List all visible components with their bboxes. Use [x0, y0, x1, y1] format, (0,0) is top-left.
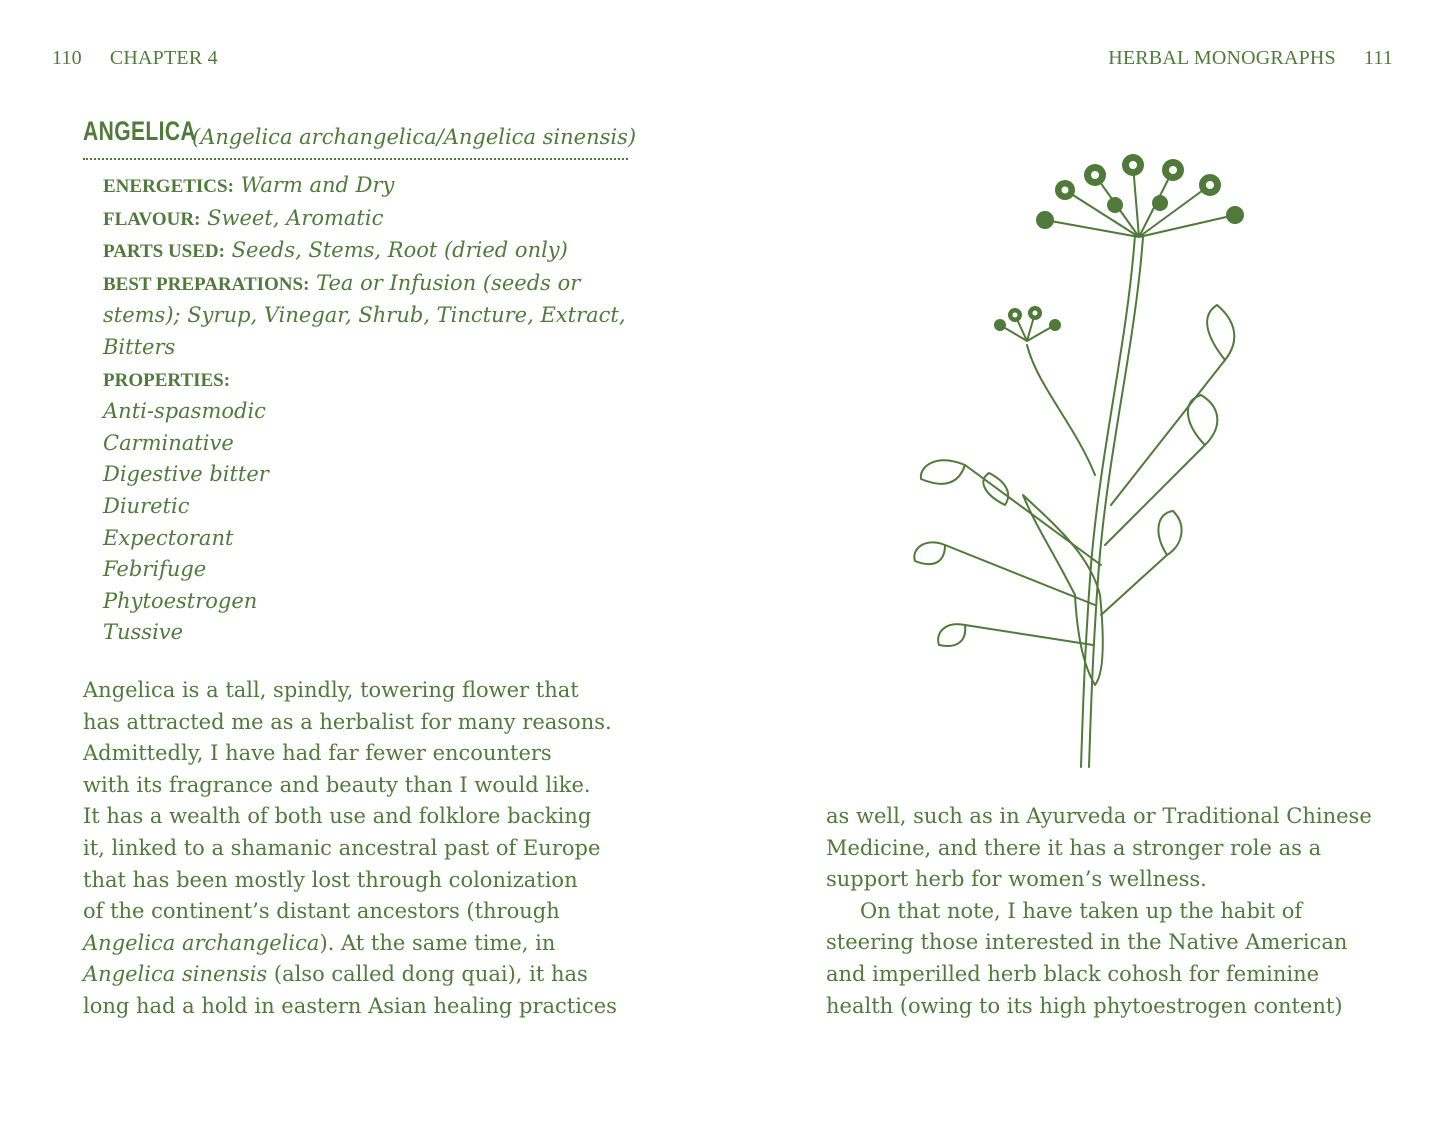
- body-line: as well, such as in Ayurveda or Traditional Chinese: [826, 804, 1372, 828]
- body-line: steering those interested in the Native American: [826, 930, 1348, 955]
- secondary-stem: [1027, 345, 1095, 475]
- property-item: Febrifuge: [103, 557, 207, 582]
- body-line: with its fragrance and beauty than I would like.: [83, 772, 591, 797]
- body-line: Angelica is a tall, spindly, towering flower that: [83, 678, 579, 702]
- properties-label: PROPERTIES:: [103, 369, 231, 391]
- body-line-rest: (also called dong quai), it has: [267, 962, 588, 987]
- leaf: [921, 460, 965, 483]
- section-label: HERBAL MONOGRAPHS: [1108, 47, 1336, 69]
- properties-row: [103, 364, 663, 397]
- left-running-head: [52, 47, 218, 70]
- preparations-value-line1: Tea or Infusion (seeds or: [316, 270, 581, 295]
- left-page: [0, 0, 722, 1136]
- chapter-label: CHAPTER 4: [109, 47, 218, 69]
- body-line: it, linked to a shamanic ancestral past of Europe: [83, 835, 601, 860]
- monograph-title: [83, 116, 637, 160]
- left-page-number: 110: [52, 47, 82, 69]
- property-item: Digestive bitter: [103, 462, 269, 487]
- property-item: Anti-spasmodic: [103, 399, 266, 424]
- body-line-rest: ). At the same time, in: [319, 930, 556, 955]
- energetics-label: ENERGETICS:: [103, 176, 234, 197]
- herb-name: ANGELICA: [83, 116, 197, 146]
- body-line: It has a wealth of both use and folklore backing: [83, 804, 592, 829]
- leaf: [983, 473, 1008, 505]
- body-line: [83, 959, 643, 991]
- body-line: of the continent’s distant ancestors (through: [83, 899, 560, 924]
- latin-term: Angelica sinensis: [83, 962, 268, 987]
- parts-used-row: [103, 235, 663, 268]
- body-line: support herb for women’s wellness.: [826, 867, 1207, 892]
- preparations-row: [103, 268, 663, 301]
- latin-term: Angelica archangelica: [83, 930, 320, 955]
- flavour-label: FLAVOUR:: [103, 208, 201, 230]
- angelica-illustration: [905, 145, 1255, 775]
- leaf: [914, 542, 945, 564]
- body-line: Medicine, and there it has a stronger role as a: [826, 835, 1322, 860]
- body-line: [83, 928, 643, 960]
- leaf: [938, 624, 965, 646]
- right-running-head: [1108, 47, 1393, 70]
- leaf: [1158, 511, 1181, 555]
- property-item: Tussive: [103, 620, 184, 645]
- property-item: Expectorant: [103, 525, 234, 550]
- main-stem: [1081, 235, 1135, 767]
- body-line: that has been mostly lost through colonization: [83, 867, 578, 892]
- leaf-sheath: [1023, 495, 1103, 685]
- body-line: long had a hold in eastern Asian healing practices: [83, 993, 617, 1018]
- right-page-number: 111: [1363, 47, 1393, 69]
- body-line: and imperilled herb black cohosh for feminine: [826, 961, 1320, 986]
- preparations-value-line3: Bitters: [103, 334, 176, 359]
- flavour-row: [103, 203, 663, 236]
- parts-used-value: Seeds, Stems, Root (dried only): [231, 238, 568, 263]
- body-line: health (owing to its high phytoestrogen content): [826, 993, 1343, 1018]
- left-body-text: [83, 675, 643, 1023]
- energetics-value: Warm and Dry: [240, 173, 395, 197]
- herb-facts: [103, 170, 663, 649]
- preparations-value-line2: stems); Syrup, Vinegar, Shrub, Tincture, Extract,: [103, 303, 626, 328]
- preparations-continued: [103, 300, 663, 332]
- right-body-text: [826, 801, 1396, 1022]
- preparations-continued-2: [103, 332, 663, 364]
- property-item: Phytoestrogen: [103, 588, 258, 613]
- body-line: Admittedly, I have had far fewer encounters: [83, 741, 552, 766]
- property-item: Diuretic: [103, 493, 190, 518]
- property-item: Carminative: [103, 430, 234, 455]
- body-line: On that note, I have taken up the habit of: [860, 898, 1303, 923]
- energetics-row: [103, 170, 663, 203]
- flavour-value: Sweet, Aromatic: [207, 205, 384, 230]
- parts-used-label: PARTS USED:: [103, 241, 225, 263]
- leaf: [1207, 305, 1234, 360]
- preparations-label: BEST PREPARATIONS:: [103, 273, 310, 295]
- body-line: has attracted me as a herbalist for many reasons.: [83, 709, 612, 734]
- herb-latin-name: (Angelica archangelica/Angelica sinensis): [192, 125, 637, 149]
